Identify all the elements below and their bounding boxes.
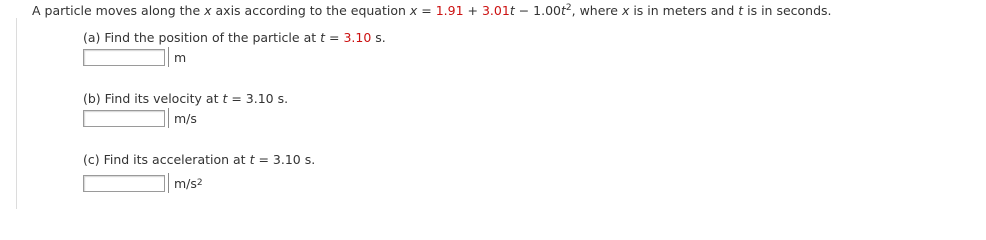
- equation-lhs: x: [409, 3, 418, 18]
- part-a-answer-row: [83, 47, 186, 67]
- part-b-question: (b) Find its velocity at t = 3.10 s.: [83, 91, 289, 106]
- time-value: 3.10: [245, 91, 274, 106]
- acceleration-answer-input[interactable]: [83, 175, 165, 192]
- t-variable: t: [561, 3, 566, 18]
- position-answer-input[interactable]: [83, 49, 165, 66]
- left-border: [16, 18, 17, 209]
- mid-text: axis according to the equation: [211, 3, 410, 18]
- exponent: 2: [565, 3, 572, 13]
- unit-label: m: [168, 47, 186, 67]
- plus-sign: +: [463, 3, 482, 18]
- minus-sign: −: [514, 3, 534, 18]
- where-text: , where: [571, 3, 622, 18]
- time-value: 3.10: [343, 30, 372, 45]
- equals-sign: =: [417, 3, 436, 18]
- part-c-question: (c) Find its acceleration at t = 3.10 s.: [83, 152, 316, 167]
- unit-label: m/s: [168, 108, 197, 128]
- t-variable: t: [738, 3, 744, 18]
- t-variable: t: [509, 3, 515, 18]
- problem-statement: [32, 3, 832, 18]
- linear-coefficient: 3.01: [481, 3, 510, 18]
- velocity-answer-input[interactable]: [83, 110, 165, 127]
- units-text: is in meters and: [629, 3, 739, 18]
- time-value: 3.10: [272, 152, 301, 167]
- x-variable: x: [204, 3, 212, 18]
- quadratic-coefficient: 1.00: [533, 3, 561, 18]
- x-variable: x: [621, 3, 630, 18]
- unit-label: m/s 2: [168, 173, 203, 193]
- seconds-text: is in seconds.: [743, 3, 832, 18]
- constant-term: 1.91: [435, 3, 464, 18]
- part-b-answer-row: [83, 108, 197, 128]
- part-c-answer-row: [83, 173, 203, 193]
- part-a-question: (a) Find the position of the particle at t = 3.10 s.: [83, 30, 386, 45]
- intro-text: A particle moves along the: [32, 3, 205, 18]
